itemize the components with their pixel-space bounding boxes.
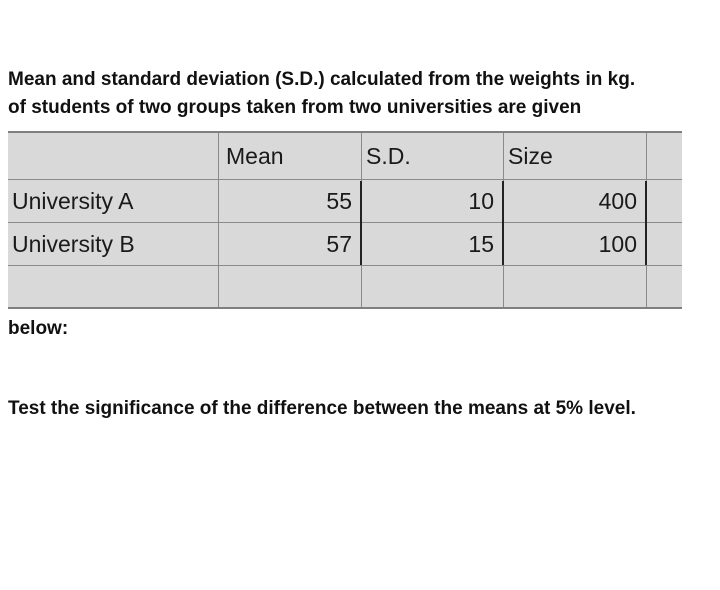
row-divider [8,179,682,180]
sd-value: 15 [468,231,494,257]
header-sd: S.D. [366,143,411,169]
sd-value: 10 [468,188,494,214]
intro-line-1: Mean and standard deviation (S.D.) calculated from the weights in kg. [8,69,636,90]
row-divider [8,265,682,266]
cell-border [502,181,504,265]
column-divider [218,133,219,307]
row-divider [8,222,682,223]
task-text: Test the significance of the difference between the means at 5% level. [8,398,636,419]
header-mean: Mean [226,143,284,169]
intro-text [8,66,635,122]
row-label: University A [12,188,134,214]
cell-border [360,181,362,265]
intro-line-2: of students of two groups taken from two universities are given [8,97,582,118]
mean-value: 57 [326,231,352,257]
cell-border [645,181,647,265]
row-label: University B [12,231,135,257]
mean-value: 55 [326,188,352,214]
size-value: 400 [598,188,637,214]
size-value: 100 [598,231,637,257]
table-background [8,131,682,309]
header-size: Size [508,143,553,169]
continuation-text: below: [8,318,69,339]
